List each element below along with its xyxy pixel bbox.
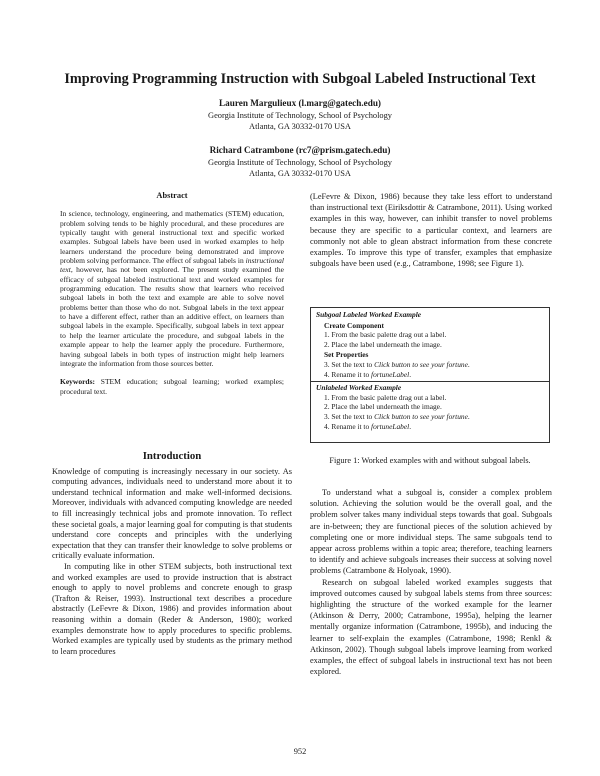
page-number: 952 [293,747,307,756]
intro-paragraph-2: In computing like in other STEM subjects, both instructional text and worked examples are used to provide instruction that is abstract enough to apply to novel problems and concrete enough to grasp (Trafton & Reiser, 1993). Instructional text describes a procedure abstractly (LeFevre & Dixon, 1986) and provides information about reasoning within a domain (Reder & Anderson, 1980); worked examples demonstrate how to apply procedures to specific problems. Worked examples are typically used by students as the primary method to learn procedures [52,561,292,656]
right-paragraph-1: (LeFevre & Dixon, 1986) because they take less effort to understand than instructional text (Eiriksdottir & Catrambone, 2011). Using worked examples in this way, however, can inhibit transfer to novel problems because they are specific to a particular context, and learners are commonly not able to glean abstract information from these concrete examples. To improve this type of transfer, examples that emphasize subgoals have been used (e.g., Catrambone, 1998; see Figure 1). [310,192,552,269]
right-column-top [310,191,552,269]
paper-title: Improving Programming Instruction with Subgoal Labeled Instructional Text [64,71,536,87]
labeled-example-heading: Subgoal Labeled Worked Example [316,310,422,319]
subgoal-label: Create Component [324,320,385,330]
keywords: Keywords: STEM education; subgoal learning; worked examples; procedural text. [60,377,284,396]
divider [311,381,549,382]
author-affiliation: Georgia Institute of Technology, School of Psychology [208,157,392,167]
introduction-section [52,451,292,657]
abstract-body: In science, technology, engineering, and mathematics (STEM) education, problem solving tends to be highly procedural, and these procedures are typically taught with general instructional text and specific worked examples. Subgoal labels have been used in worked examples to help learners understand the procedure being demonstrated and improve problem solving performance. The effect of subgoal labels in instructional text, however, has not been explored. The present study examined the efficacy of subgoal labeled instructional text and worked examples for programming education. The results show that learners who received subgoal labels in both the text and example are able to solve novel problems better than those who do not. Subgoal labels in the text appear to have a different effect, rather than an additive effect, on learners than subgoal labels in the example. Specifically, subgoal labels in text appear to help the learner articulate the procedure, and subgoal labels in the example appear to help the learner apply the procedure. Furthermore, having subgoal labels in both types of instruction might help learners integrate the information from those sources better. [60,209,284,368]
subgoal-label: Set Properties [324,350,369,360]
step: 1. From the basic palette drag out a label. [324,392,447,402]
author-name: Lauren Margulieux (l.marg@gatech.edu) [219,98,381,108]
right-paragraph-3: Research on subgoal labeled worked examples suggests that improved outcomes caused by subgoal labels stems from three sources: highlighting the structure of the worked example for the learner (Atkinson & Derry, 2000; Catrambone, 1995a), helping the learner mentally organize information (Catrambone, 1995b), and inducing the learner to self-explain the examples (Catrambone, 1998; Renkl & Atkinson, 2002). Though subgoal labels improve learning from worked examples, the effect of subgoal labels in instructional text has not been explored. [310,577,552,677]
abstract-section [60,191,284,396]
author-name: Richard Catrambone (rc7@prism.gatech.edu) [209,145,391,155]
abstract-heading: Abstract [156,191,188,200]
step: 4. Rename it to fortuneLabel. [324,369,412,379]
step: 1. From the basic palette drag out a label. [324,330,447,340]
author-address: Atlanta, GA 30332-0170 USA [249,122,351,132]
step: 3. Set the text to Click button to see your fortune. [324,411,470,421]
right-column-bottom [310,487,552,677]
figure-caption: Figure 1: Worked examples with and without subgoal labels. [329,456,531,465]
step: 4. Rename it to fortuneLabel. [324,421,412,431]
figure-1-box [310,307,550,443]
step: 2. Place the label underneath the image. [324,339,442,349]
introduction-heading: Introduction [142,450,202,462]
step: 3. Set the text to Click button to see your fortune. [324,359,470,369]
author-affiliation: Georgia Institute of Technology, School of Psychology [208,110,392,120]
author-address: Atlanta, GA 30332-0170 USA [249,169,351,179]
step: 2. Place the label underneath the image. [324,402,442,412]
right-paragraph-2: To understand what a subgoal is, consider a complex problem solution. Achieving the solution would be the overall goal, and the problem solver takes many individual steps towards that goal. Subgoals are in-between; they are functional pieces of the solution achieved by completing one or more individual steps. The same subgoals tend to appear across problems within a topic area; therefore, teaching learners to identify and achieve subgoals increases their success at solving novel problems (Catrambone & Holyoak, 1990). [310,488,552,576]
author-1 [0,98,600,133]
intro-paragraph-1: Knowledge of computing is increasingly necessary in our society. As computing advances, individuals need to understand more about it to understand technical information and make well-informed decisions. Moreover, individuals with advanced computing knowledge are needed to fill increasingly technical jobs and promote innovation. To reflect these societal goals, a major learning goal for computing is that students understand core concepts and principles with the underlying expectation that they can transfer their knowledge to solve problems or critically evaluate information. [52,466,292,561]
unlabeled-example-heading: Unlabeled Worked Example [316,383,402,393]
author-2 [0,145,600,180]
